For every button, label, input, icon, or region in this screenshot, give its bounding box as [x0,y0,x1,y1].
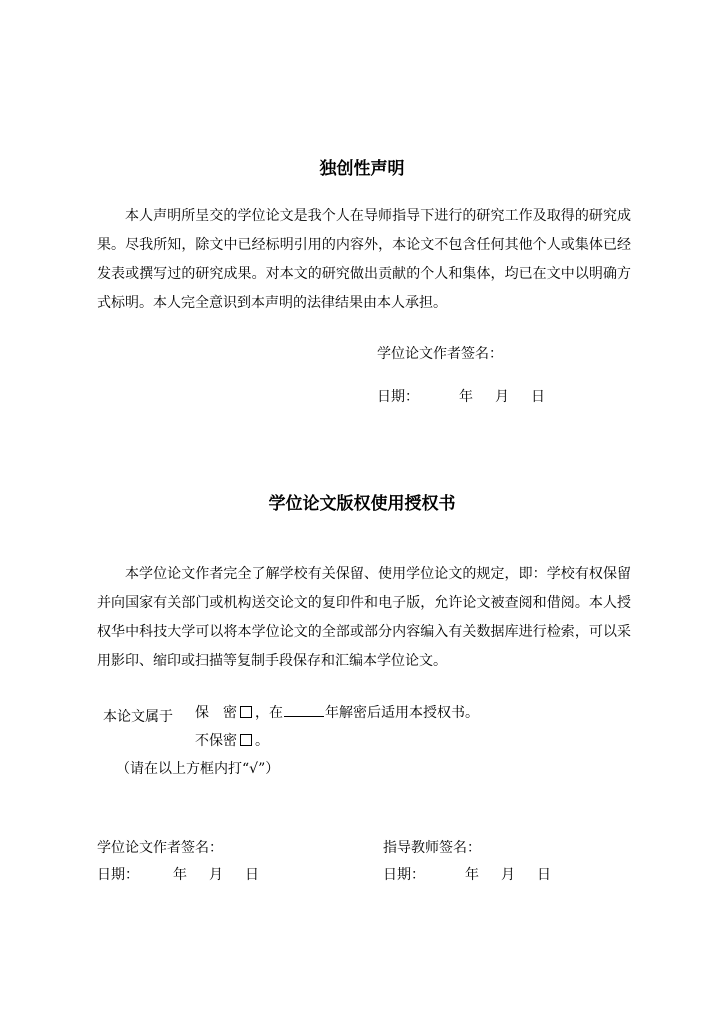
decrypt-year-blank[interactable] [284,703,324,717]
author-signature-label: 学位论文作者签名： [97,840,223,856]
author-date-row [97,866,259,884]
secret-suffix-a: ，在 [255,705,283,721]
not-secret-suffix: 。 [255,733,269,749]
day-label: 日 [531,389,545,405]
declaration-body: 本人声明所呈交的学位论文是我个人在导师指导下进行的研究工作及取得的研究成果。尽我所知，除文中已经标明引用的内容外，本论文不包含任何其他个人或集体已经发表或撰写过的研究成果。对本文的研究做出贡献的个人和集体，均已在文中以明确方式标明。本人完全意识到本声明的法律结果由本人承担。 [97,208,631,311]
declaration-signature-label: 学位论文作者签名： [377,346,503,362]
date-label: 日期： [377,389,419,405]
month-label: 月 [495,389,509,405]
day-label: 日 [245,867,259,883]
year-label: 年 [459,389,473,405]
belongs-label: 本论文属于 [103,709,173,725]
secret-suffix-b: 年解密后适用本授权书。 [325,705,479,721]
date-label: 日期： [97,867,139,883]
authorization-body: 本学位论文作者完全了解学校有关保留、使用学位论文的规定，即：学校有权保留并向国家有关部门或机构送交论文的复印件和电子版，允许论文被查阅和借阅。本人授权华中科技大学可以将本学位论文的全部或部分内容编入有关数据库进行检索，可以采用影印、缩印或扫描等复制手段保存和汇编本学位论文。 [97,566,631,669]
checkbox-instruction: （请在以上方框内打“√”） [116,761,280,777]
month-label: 月 [209,867,223,883]
day-label: 日 [537,867,551,883]
year-label: 年 [173,867,187,883]
not-secret-checkbox[interactable] [240,734,252,746]
not-secret-option-row [195,732,269,750]
declaration-title: 独创性声明 [319,159,405,179]
month-label: 月 [501,867,515,883]
secret-checkbox[interactable] [240,706,252,718]
advisor-date-row [383,866,551,884]
secret-label: 保 密 [195,705,237,721]
authorization-title: 学位论文版权使用授权书 [268,494,456,514]
secret-option-row [195,703,479,722]
not-secret-label: 不保密 [195,733,237,749]
year-label: 年 [465,867,479,883]
advisor-signature-label: 指导教师签名： [383,840,481,856]
date-label: 日期： [383,867,425,883]
declaration-date-row [377,388,545,406]
